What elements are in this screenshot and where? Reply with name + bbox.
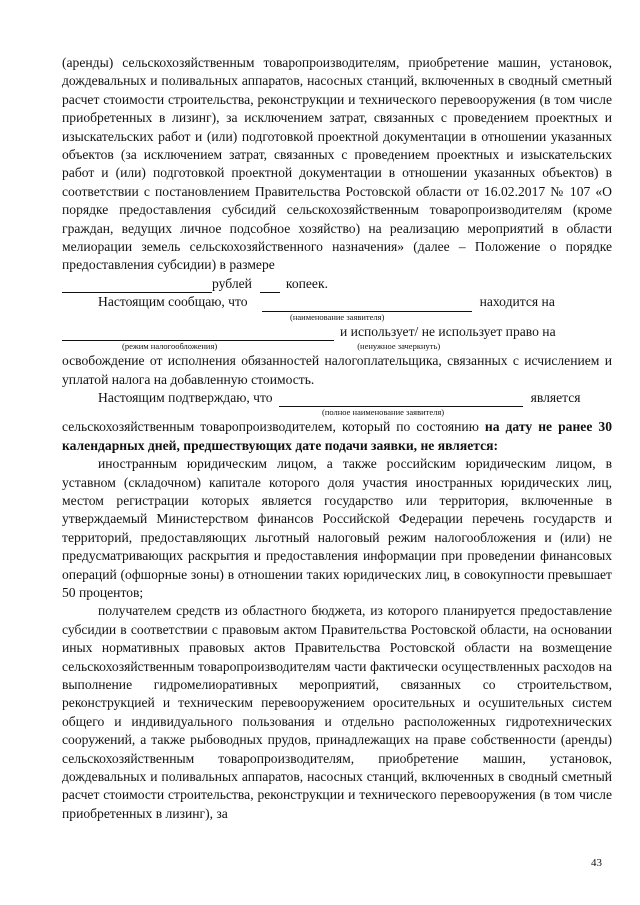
document-page [62, 54, 612, 823]
producer-bold: на дату не ранее 30 календарных дней, предшествующих дате подачи заявки, не является: [62, 419, 612, 453]
tax-regime-field[interactable] [62, 327, 334, 341]
amount-kop-label: копеек. [285, 275, 328, 291]
confirm-prefix: Настоящим подтверждаю, что [98, 389, 273, 405]
producer-paragraph [62, 418, 612, 455]
tax-regime-row [62, 323, 612, 341]
amount-rub-label: рублей [212, 275, 252, 291]
budget-recipient-paragraph: получателем средств из областного бюджета, из которого планируется предоставление субсидии в соответствии с правовым актом Правительства Ростовской области, на основании иных нормативных правовых актов Правительства Ростовской области на возмещение сельскохозяйственным товаропроизводителям части фактически осуществленных расходов на выполнение гидромелиоративных мероприятий, связанных со строительством, реконструкцией и техническим перевооружением оросительных и осушительных систем общего и индивидуального пользования и отдельно расположенных гидротехнических сооружений, а также рыбоводных прудов, принадлежащих на праве собственности (аренды) сельскохозяйственным товаропроизводителям, приобретение машин, установок, дождевальных и поливальных аппаратов, насосных станций, включенных в сводный сметный расчет стоимости строительства, реконструкции и технического перевооружения (в том числе приобретенных в лизинг), за [62, 603, 612, 821]
amount-kop-field[interactable] [260, 279, 280, 293]
notify-prefix: Настоящим сообщаю, что [98, 294, 248, 310]
applicant-name-field[interactable] [262, 298, 472, 312]
applicant-caption-row [62, 312, 612, 323]
caption-strike: (ненужное зачеркнуть) [357, 341, 441, 352]
notify-suffix: находится на [479, 294, 555, 310]
confirm-row [62, 389, 612, 407]
confirm-suffix: является [530, 389, 581, 405]
full-name-field[interactable] [279, 393, 523, 407]
notify-row [62, 293, 612, 311]
subsidy-amount-row [62, 275, 612, 293]
uses-text: и использует/ не использует право на [340, 323, 556, 339]
producer-plain: сельскохозяйственным товаропроизводителем, который по состоянию [62, 419, 485, 435]
caption-full-name: (полное наименование заявителя) [322, 407, 445, 418]
caption-tax-regime: (режим налогообложения) [122, 341, 218, 352]
vat-paragraph: освобождение от исполнения обязанностей налогоплательщика, связанных с исчислением и уплатой налога на добавленную стоимость. [62, 353, 612, 387]
foreign-entity-paragraph: иностранным юридическим лицом, а также российским юридическим лицом, в уставном (складочном) капитале которого доля участия иностранных юридических лиц, местом регистрации которых является государство или территория, включенные в утверждаемый Министерством финансов Российской Федерации перечень государств и территорий, предоставляющих льготный налоговый режим налогообложения и (или) не предусматривающих раскрытия и предоставления информации при проведении финансовых операций (офшорные зоны) в отношении таких юридических лиц, в совокупности превышает 50 процентов; [62, 456, 612, 600]
full-name-caption-row [62, 407, 612, 418]
amount-rub-field[interactable] [62, 279, 212, 293]
tax-caption-row [62, 341, 612, 352]
caption-applicant-name: (наименование заявителя) [290, 311, 385, 322]
intro-paragraph: (аренды) сельскохозяйственным товаропроизводителям, приобретение машин, установок, дождевальных и поливальных аппаратов, насосных станций, включенных в сводный сметный расчет стоимости строительства, реконструкции и технического перевооружения (в том числе приобретенных в лизинг), за исключением затрат, связанных с проведением проектных и изыскательских работ и (или) подготовкой проектной документации в отношении указанных объектов (за исключением затрат, связанных с проведением проектных и изыскательских работ и (или) подготовкой проектной документации в отношении указанных объектов) в соответствии с постановлением Правительства Ростовской области от 16.02.2017 № 107 «О порядке предоставления субсидий сельскохозяйственным товаропроизводителям (кроме граждан, ведущих личное подсобное хозяйство) на реализацию мероприятий в области мелиорации земель сельскохозяйственного назначения» (далее – Положение о порядке предоставления субсидии) в размере [62, 55, 612, 273]
page-number: 43 [591, 857, 602, 869]
